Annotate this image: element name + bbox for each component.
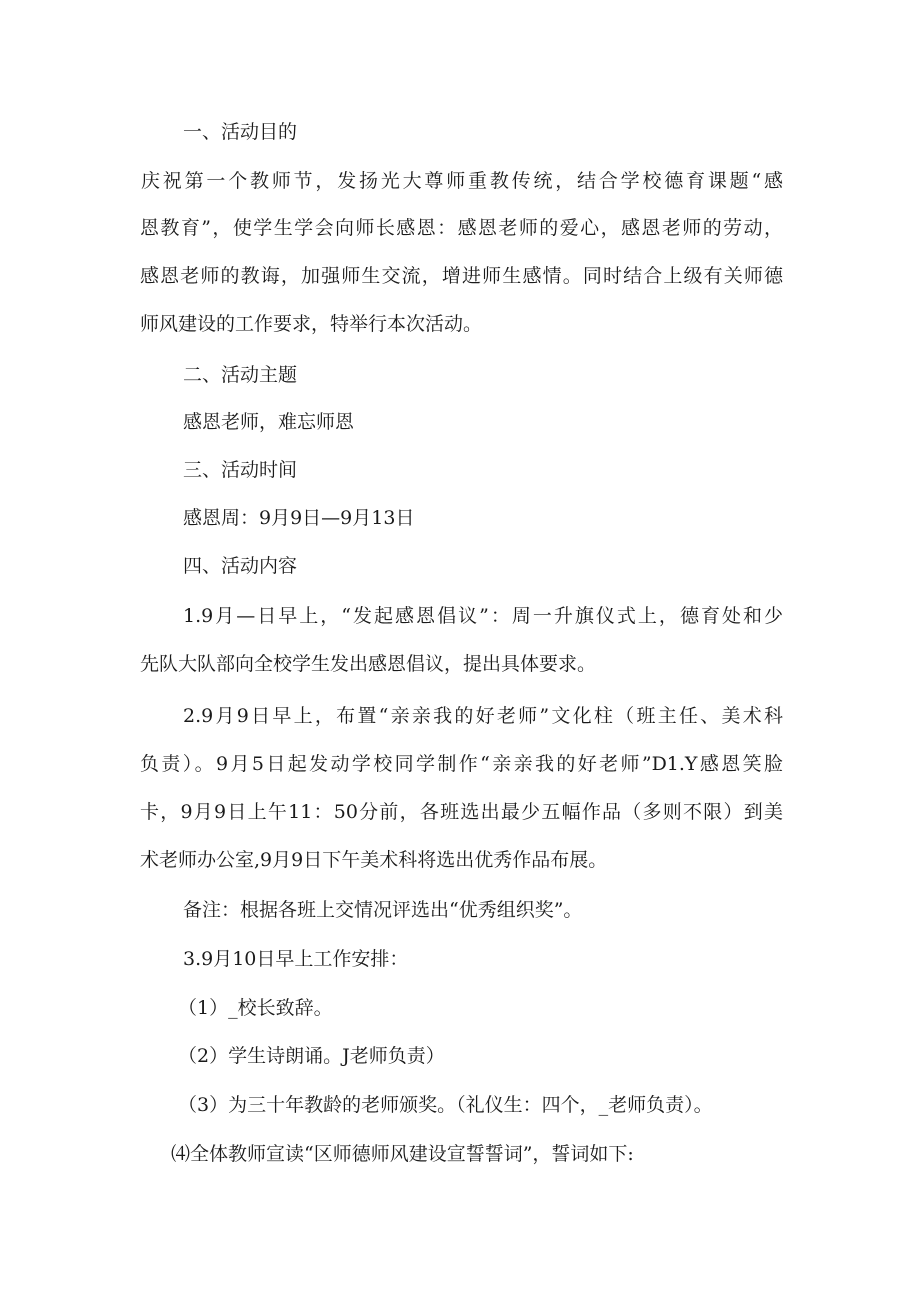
sub-item-1: （1）_校长致辞。	[178, 997, 333, 1019]
item1-line-1: 1.9月—日早上，“发起感恩倡议”：周一升旗仪式上，德育处和少	[183, 605, 783, 627]
paragraph-purpose-line-4: 师风建设的工作要求，特举行本次活动。	[140, 313, 483, 335]
sub-item-3: （3）为三十年教龄的老师颁奖。（礼仪生：四个，_老师负责）。	[178, 1094, 713, 1116]
paragraph-purpose-line-1: 庆祝第一个教师节，发扬光大尊师重教传统，结合学校德育课题“感	[141, 170, 783, 192]
sub-item-4: ⑷全体教师宣读“区师德师风建设宣誓誓词”，誓词如下:	[171, 1143, 634, 1165]
time-text: 感恩周：9月9日—9月13日	[183, 507, 415, 529]
item2-line-2: 负责）。9月5日起发动学校同学制作“亲亲我的好老师”D1.Y感恩笑脸	[140, 753, 783, 775]
paragraph-purpose-line-2: 恩教育”，使学生学会向师长感恩：感恩老师的爱心，感恩老师的劳动，	[140, 217, 783, 239]
section-heading-content: 四、活动内容	[183, 555, 298, 577]
theme-text: 感恩老师，难忘师恩	[183, 411, 355, 433]
section-heading-theme: 二、活动主题	[183, 364, 298, 386]
section-heading-time: 三、活动时间	[183, 459, 298, 481]
sub-item-2: （2）学生诗朗诵。J老师负责）	[178, 1045, 445, 1067]
item1-line-2: 先队大队部向全校学生发出感恩倡议，提出具体要求。	[140, 653, 597, 675]
paragraph-purpose-line-3: 感恩老师的教诲，加强师生交流，增进师生感情。同时结合上级有关师德	[140, 265, 783, 287]
item2-line-4: 术老师办公室,9月9日下午美术科将选出优秀作品布展。	[140, 849, 608, 871]
note-text: 备注：根据各班上交情况评选出“优秀组织奖”。	[183, 899, 583, 921]
item2-line-3: 卡，9月9日上午11：50分前，各班选出最少五幅作品（多则不限）到美	[140, 801, 783, 823]
section-heading-purpose: 一、活动目的	[183, 121, 298, 143]
item2-line-1: 2.9月9日早上，布置“亲亲我的好老师”文化柱（班主任、美术科	[183, 705, 783, 727]
item3-heading: 3.9月10日早上工作安排：	[183, 948, 409, 970]
